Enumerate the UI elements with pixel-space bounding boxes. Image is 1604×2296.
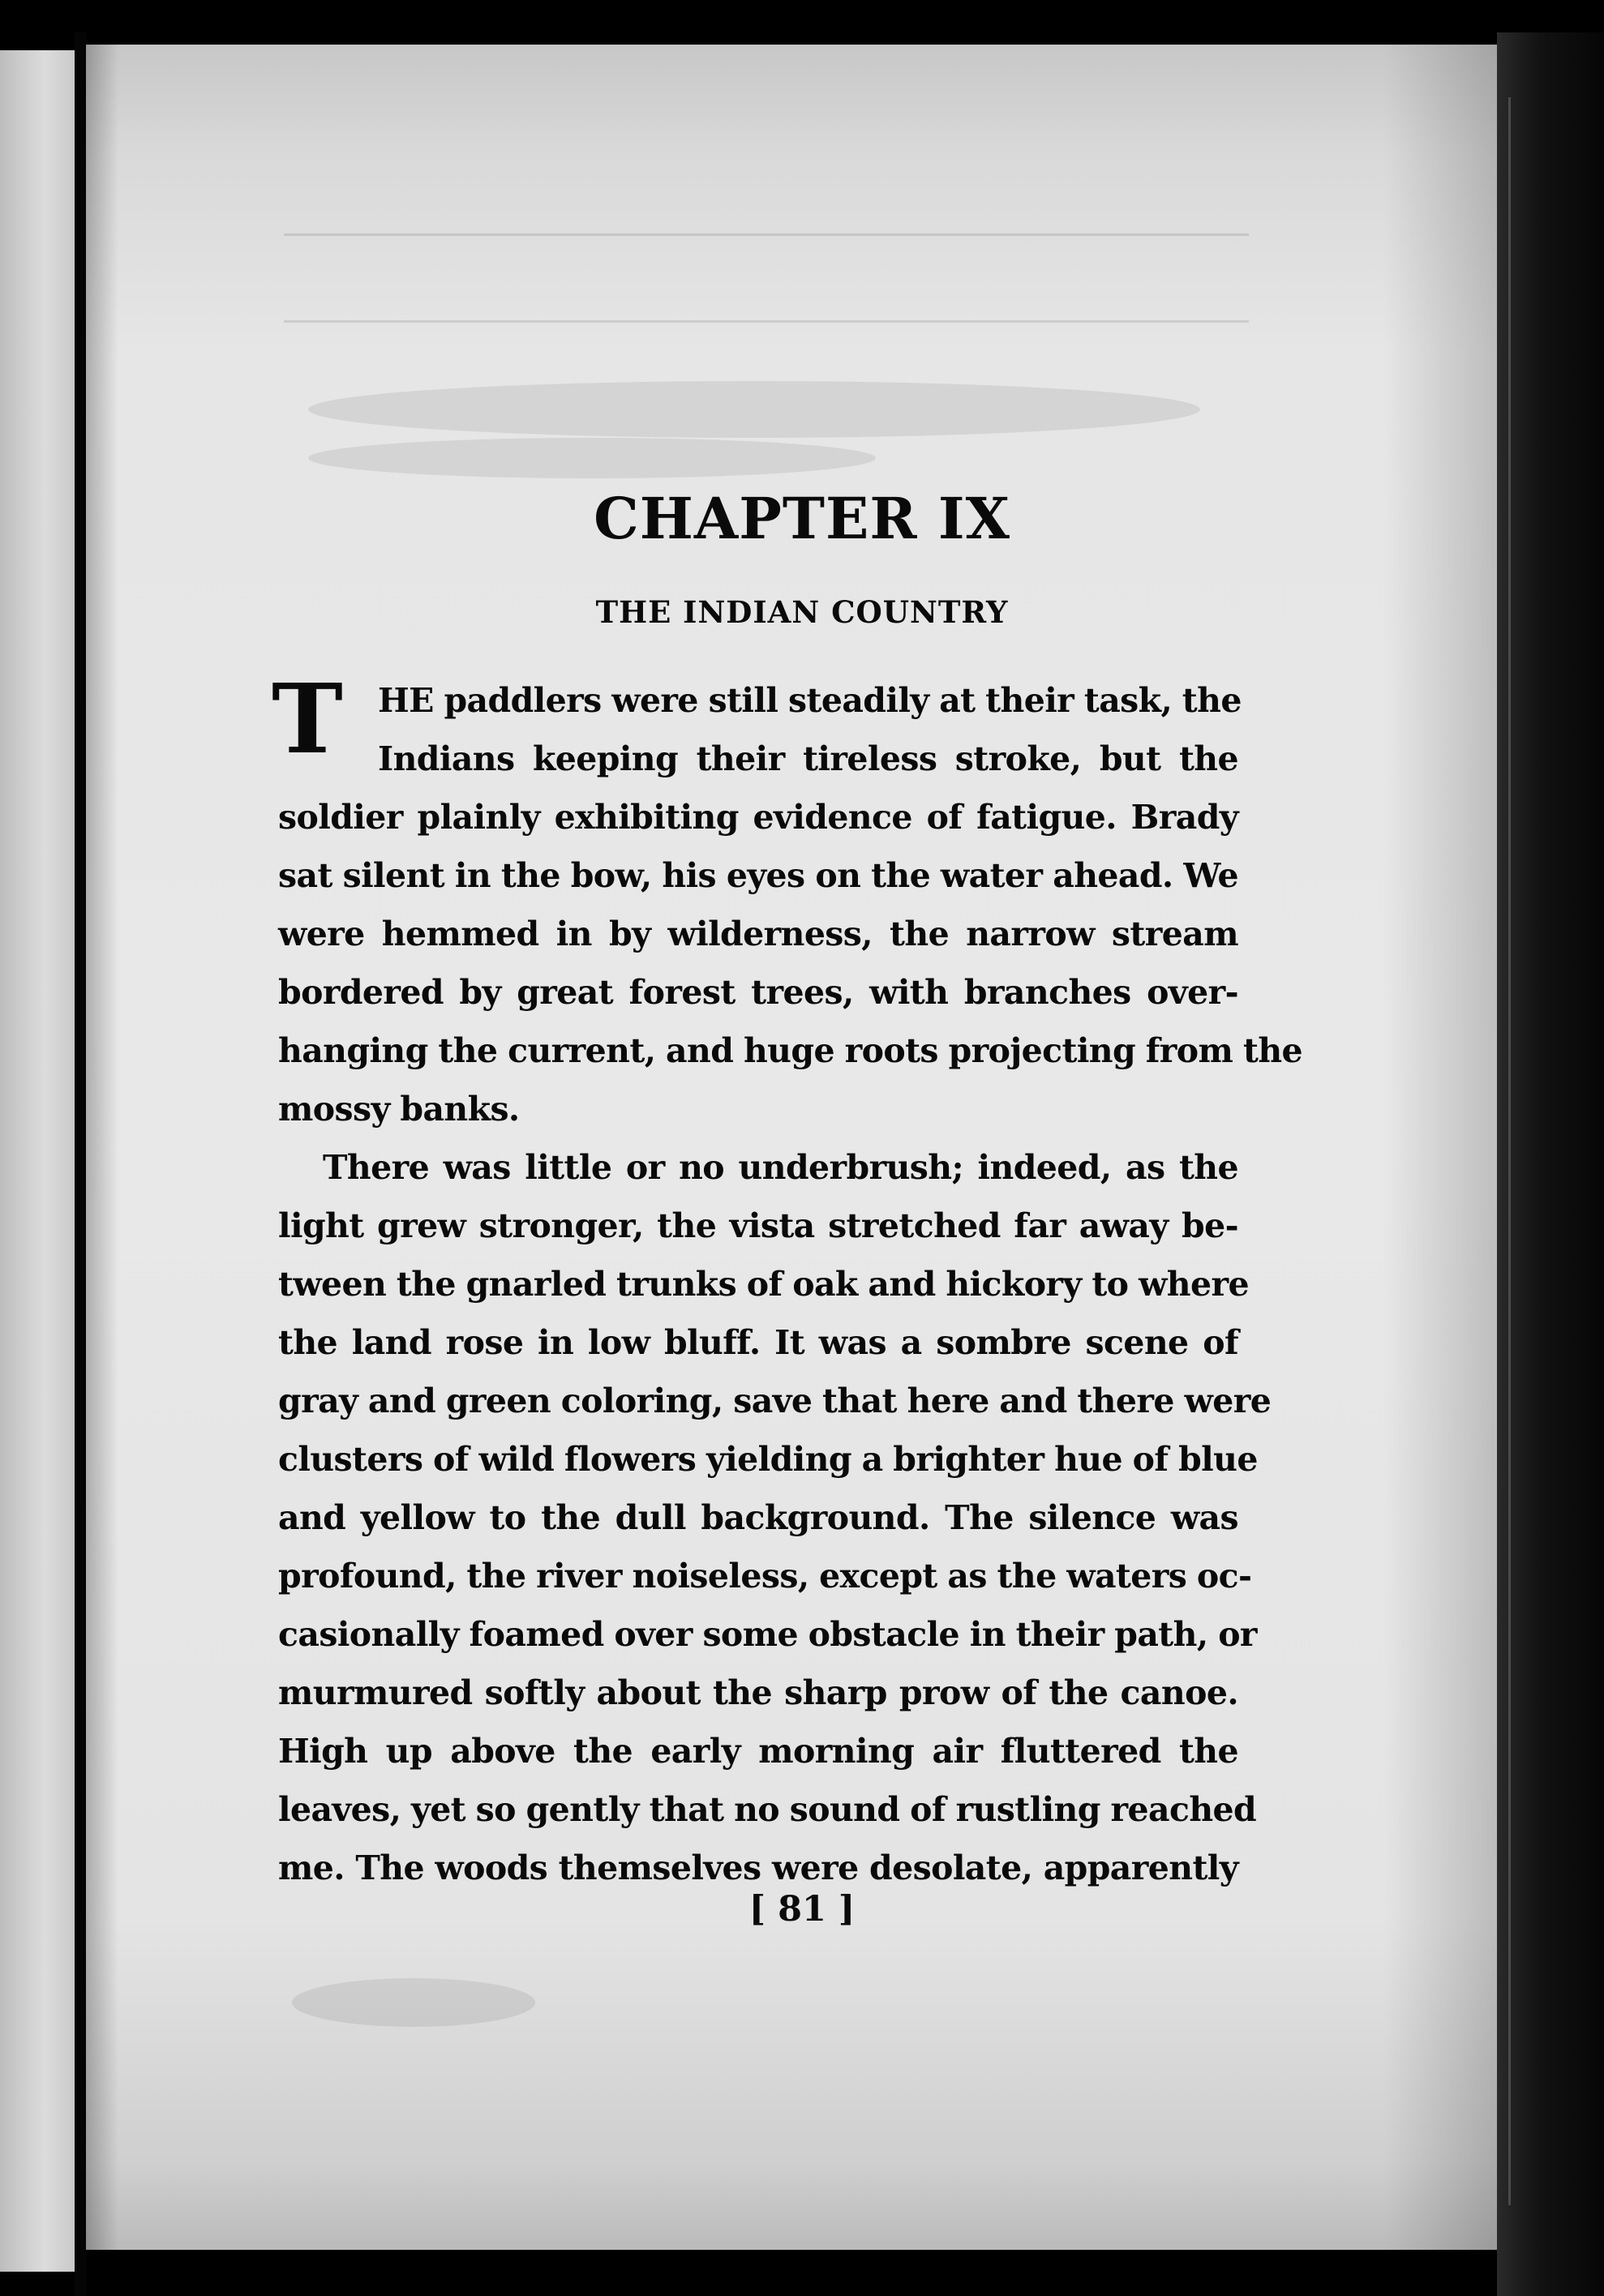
chapter-heading: CHAPTER IX	[594, 485, 1010, 552]
text-line: tween the gnarled trunks of oak and hickory to where	[278, 1265, 1249, 1304]
text-line: hanging the current, and huge roots projecting from the	[278, 1031, 1303, 1070]
text-line: and yellow to the dull background. The silence was	[278, 1498, 1238, 1537]
show-through-text-shadow	[308, 438, 876, 478]
show-through-rule	[284, 233, 1249, 236]
text-line: were hemmed in by wilderness, the narrow stream	[278, 915, 1238, 953]
chapter-title: THE INDIAN COUNTRY	[595, 594, 1009, 630]
text-line: HE paddlers were still steadily at their task, the	[378, 681, 1242, 720]
page-number: [ 81 ]	[748, 1889, 856, 1930]
text-line: profound, the river noiseless, except as the waters oc-	[278, 1557, 1252, 1596]
text-line: murmured softly about the sharp prow of the canoe.	[278, 1673, 1238, 1712]
drop-cap: T	[272, 662, 343, 775]
show-through-text-shadow	[308, 381, 1200, 438]
text-line: sat silent in the bow, his eyes on the water ahead. We	[278, 856, 1238, 895]
text-line: Indians keeping their tireless stroke, but the	[378, 739, 1238, 778]
text-line: gray and green coloring, save that here and there were	[278, 1381, 1272, 1420]
text-line: High up above the early morning air fluttered the	[278, 1732, 1238, 1771]
text-line: light grew stronger, the vista stretched far away be-	[278, 1206, 1238, 1245]
text-line: the land rose in low bluff. It was a sombre scene of	[278, 1323, 1238, 1362]
show-through-rule	[284, 320, 1249, 323]
text-line: bordered by great forest trees, with branches over-	[278, 973, 1238, 1012]
gutter-shadow	[75, 32, 86, 2296]
facing-page-edge	[0, 50, 75, 2272]
text-line: casionally foamed over some obstacle in their path, or	[278, 1615, 1257, 1654]
text-line: soldier plainly exhibiting evidence of fatigue. Brady	[278, 798, 1238, 837]
text-line: me. The woods themselves were desolate, apparently	[278, 1848, 1238, 1887]
text-line: clusters of wild flowers yielding a brighter hue of blue	[278, 1440, 1258, 1479]
page-smudge	[292, 1978, 535, 2027]
text-line: leaves, yet so gently that no sound of rustling reached	[278, 1790, 1257, 1829]
text-line: mossy banks.	[278, 1090, 520, 1129]
text-line: There was little or no underbrush; indeed, as the	[323, 1148, 1238, 1187]
book-binding-edge	[1497, 32, 1604, 2296]
